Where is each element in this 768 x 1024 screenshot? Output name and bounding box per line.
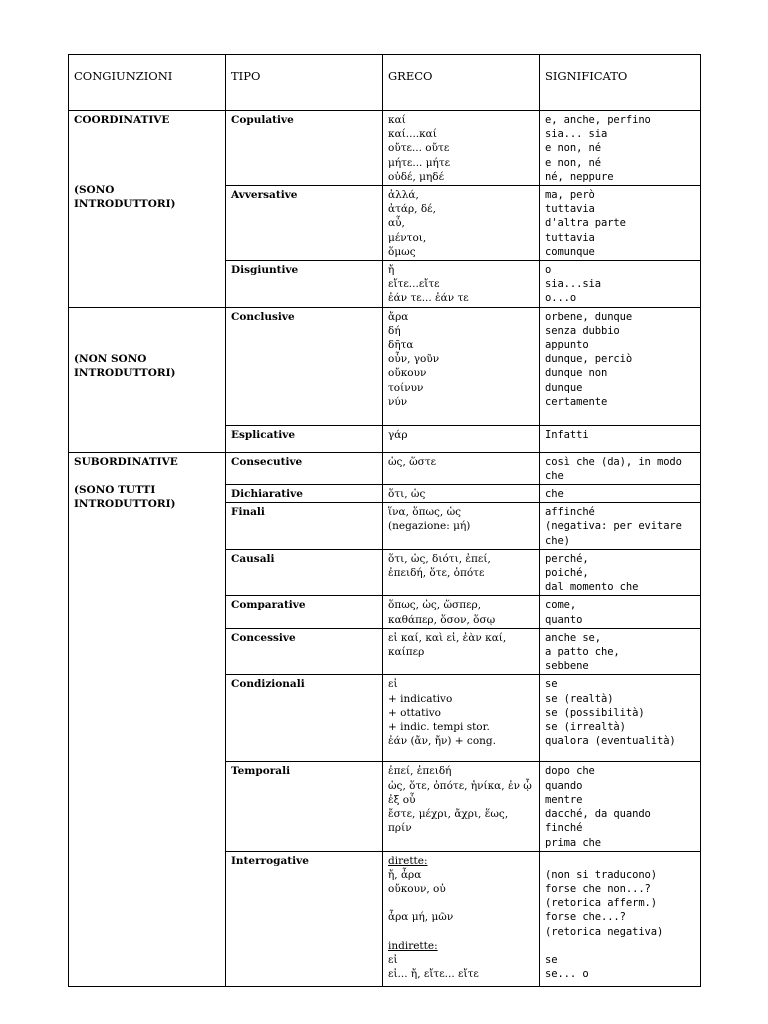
tipo-cell: Temporali — [226, 762, 383, 851]
tipo-cell: Avversative — [226, 186, 383, 261]
greco-cell: εἰ + indicativo + ottativo + indic. tempi stor. ἐάν (ἄν, ἤν) + cong. — [383, 675, 540, 762]
table-row — [69, 307, 701, 425]
tipo-cell: Disgiuntive — [226, 261, 383, 308]
group-note: (SONO TUTTI INTRODUTTORI) — [74, 483, 176, 511]
significato-cell: o sia...sia o...o — [540, 261, 701, 308]
greco-cell: γάρ — [383, 425, 540, 452]
significato-cell: perché, poiché, dal momento che — [540, 549, 701, 596]
table-row — [69, 452, 701, 484]
greco-cell: ἤ εἴτε...εἴτε ἐάν τε... ἐάν τε — [383, 261, 540, 308]
significato-cell: che — [540, 485, 701, 503]
greco-cell: ἀλλά, ἀτάρ, δέ, αὖ, μέντοι, ὅμως — [383, 186, 540, 261]
significato-cell: così che (da), in modo che — [540, 452, 701, 484]
significato-cell: ma, però tuttavia d'altra parte tuttavia comunque — [540, 186, 701, 261]
tipo-cell: Esplicative — [226, 425, 383, 452]
header-congiunzioni: CONGIUNZIONI — [69, 55, 226, 111]
group-subordinative — [69, 452, 226, 986]
tipo-cell: Concessive — [226, 628, 383, 675]
group-note: (SONO INTRODUTTORI) — [74, 184, 176, 211]
tipo-cell: Conclusive — [226, 307, 383, 425]
tipo-cell: Condizionali — [226, 675, 383, 762]
greco-cell: ὡς, ὥστε — [383, 452, 540, 484]
greco-cell: ἄρα δή δῆτα οὖν, γοῦν οὔκουν τοίνυν νύν — [383, 307, 540, 425]
tipo-cell: Comparative — [226, 596, 383, 628]
tipo-cell: Consecutive — [226, 452, 383, 484]
group-note: (NON SONO INTRODUTTORI) — [74, 352, 176, 379]
direct-label: dirette: — [388, 854, 428, 867]
significato-cell: dopo che quando mentre dacché, da quando finché prima che — [540, 762, 701, 851]
indirect-label: indirette: — [388, 939, 438, 952]
header-row — [69, 55, 701, 111]
greco-cell: dirette: ἤ, ἆρα οὔκουν, οὐ ἆρα μή, μῶν indirette: εἰ εἰ... ἤ, εἴτε... εἴτε — [383, 851, 540, 986]
greco-cell: καί καί....καί οὔτε... οὔτε μήτε... μήτε οὐδέ, μηδέ — [383, 111, 540, 186]
group-coordinative — [69, 111, 226, 308]
significato-cell: orbene, dunque senza dubbio appunto dunque, perciò dunque non dunque certamente — [540, 307, 701, 425]
conjunctions-table — [68, 54, 701, 987]
greco-cell: ὅπως, ὡς, ὥσπερ, καθάπερ, ὅσον, ὅσῳ — [383, 596, 540, 628]
significato-cell: e, anche, perfino sia... sia e non, né e non, né né, neppure — [540, 111, 701, 186]
tipo-cell: Copulative — [226, 111, 383, 186]
significato-cell: se se (realtà) se (possibilità) se (irrealtà) qualora (eventualità) — [540, 675, 701, 762]
header-greco: GRECO — [383, 55, 540, 111]
header-significato: SIGNIFICATO — [540, 55, 701, 111]
greco-cell: εἰ καί, καὶ εἰ, ἐὰν καί, καίπερ — [383, 628, 540, 675]
tipo-cell: Causali — [226, 549, 383, 596]
significato-cell: (non si traducono) forse che non...? (retorica afferm.) forse che...? (retorica negativa) se se... o — [540, 851, 701, 986]
group-label: SUBORDINATIVE — [74, 455, 178, 468]
greco-cell: ὅτι, ὡς — [383, 485, 540, 503]
greco-cell: ὅτι, ὡς, διότι, ἐπεί, ἐπειδή, ὅτε, ὁπότε — [383, 549, 540, 596]
significato-cell: Infatti — [540, 425, 701, 452]
table-row — [69, 111, 701, 186]
significato-cell: come, quanto — [540, 596, 701, 628]
significato-cell: anche se, a patto che, sebbene — [540, 628, 701, 675]
greco-cell: ἐπεί, ἐπειδή ὡς, ὅτε, ὁπότε, ἡνίκα, ἐν ᾧ ἐξ οὗ ἔστε, μέχρι, ἄχρι, ἕως, πρίν — [383, 762, 540, 851]
significato-cell: affinché (negativa: per evitare che) — [540, 503, 701, 550]
group-non-introduttori — [69, 307, 226, 452]
tipo-cell: Finali — [226, 503, 383, 550]
tipo-cell: Dichiarative — [226, 485, 383, 503]
greco-cell: ἵνα, ὅπως, ὡς (negazione: μή) — [383, 503, 540, 550]
group-label: COORDINATIVE — [74, 114, 170, 126]
tipo-cell: Interrogative — [226, 851, 383, 986]
header-tipo: TIPO — [226, 55, 383, 111]
